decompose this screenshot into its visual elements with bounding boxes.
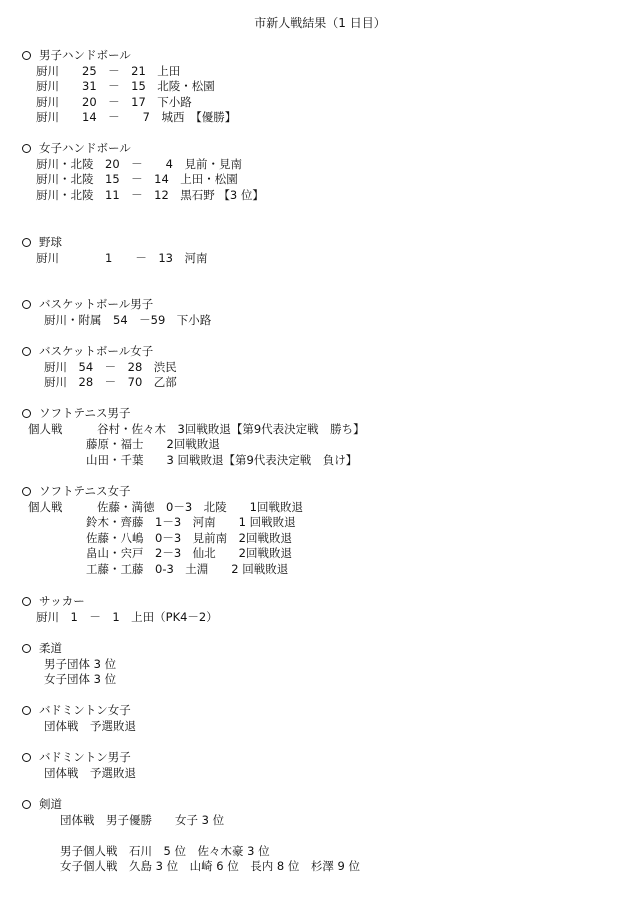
section-heading-text: バドミントン女子 [39,703,131,717]
result-line: 個人戦 佐藤・満徳 0－3 北陵 1回戦敗退 [28,499,303,514]
section-heading-text: 男子ハンドボール [39,48,131,62]
circle-bullet-icon [22,409,31,418]
circle-bullet-icon [22,347,31,356]
result-line: 厨川 28 － 70 乙部 [44,375,177,389]
section-heading [22,48,131,62]
result-line: 厨川 14 － 7 城西 【優勝】 [36,110,237,124]
section-heading-text: サッカー [39,594,85,608]
result-line: 厨川・北陵 20 － 4 見前・見南 [36,156,242,171]
result-line: 女子団体 3 位 [44,672,117,686]
page-title: 市新人戦結果（1 日目） [254,16,386,30]
section-heading [22,594,85,608]
section-heading [22,297,153,311]
section-heading-text: ソフトテニス女子 [39,484,131,498]
result-line: 男子団体 3 位 [44,656,117,671]
circle-bullet-icon [22,597,31,606]
result-line: 厨川 1 － 13 河南 [36,250,208,265]
result-line: 厨川・北陵 15 － 14 上田・松園 [36,172,238,186]
section-heading-text: バスケットボール女子 [39,344,154,358]
section-heading [22,797,62,811]
section-heading [22,703,131,717]
result-line: 畠山・宍戸 2－3 仙北 2回戦敗退 [86,546,292,560]
section-heading [22,235,62,249]
section-heading [22,141,131,155]
circle-bullet-icon [22,800,31,809]
result-line: 佐藤・八嶋 0－3 見前南 2回戦敗退 [86,530,292,545]
result-line: 団体戦 男子優勝 女子 3 位 [60,812,225,827]
result-line: 団体戦 予選敗退 [44,765,136,780]
circle-bullet-icon [22,487,31,496]
section-heading-text: バドミントン男子 [39,750,131,764]
circle-bullet-icon [22,51,31,60]
result-line: 女子個人戦 久島 3 位 山崎 6 位 長内 8 位 杉澤 9 位 [60,859,361,873]
section-heading [22,641,62,655]
circle-bullet-icon [22,644,31,653]
result-line: 厨川・附属 54 －59 下小路 [44,312,212,327]
section-heading-text: 剣道 [39,797,62,811]
circle-bullet-icon [22,706,31,715]
result-line: 厨川 54 － 28 渋民 [44,359,177,374]
result-line: 団体戦 予選敗退 [44,718,136,733]
section-heading-text: 女子ハンドボール [39,141,131,155]
section-heading-text: バスケットボール男子 [39,297,154,311]
result-line: 厨川 25 － 21 上田 [36,63,181,78]
circle-bullet-icon [22,300,31,309]
result-line: 厨川 1 － 1 上田（PK4－2） [36,609,218,624]
section-heading [22,344,153,358]
result-line: 藤原・福士 2回戦敗退 [86,437,220,451]
result-line: 山田・千葉 3 回戦敗退【第9代表決定戦 負け】 [86,452,358,467]
section-heading [22,484,131,498]
result-line: 個人戦 谷村・佐々木 3回戦敗退【第9代表決定戦 勝ち】 [28,421,365,436]
result-line: 厨川 31 － 15 北陵・松園 [36,79,215,93]
result-line: 鈴木・齊藤 1－3 河南 1 回戦敗退 [86,515,296,529]
section-heading-text: 柔道 [39,641,62,655]
circle-bullet-icon [22,144,31,153]
section-heading-text: ソフトテニス男子 [39,406,131,420]
result-line: 厨川 20 － 17 下小路 [36,94,192,109]
result-line: 厨川・北陵 11 － 12 黒石野 【3 位】 [36,187,264,202]
section-heading [22,750,131,764]
section-heading [22,406,131,420]
circle-bullet-icon [22,753,31,762]
circle-bullet-icon [22,238,31,247]
section-heading-text: 野球 [39,235,62,249]
result-line: 工藤・工藤 0-3 土淵 2 回戦敗退 [86,561,289,576]
result-line: 男子個人戦 石川 5 位 佐々木豪 3 位 [60,843,270,858]
